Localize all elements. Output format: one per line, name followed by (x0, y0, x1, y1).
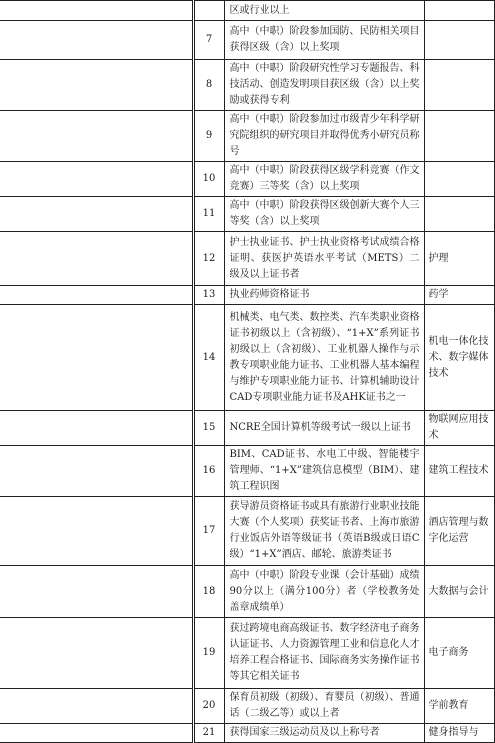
criteria-text: 高中（中职）阶段获得区级创新大赛个人三等奖（含）以上奖项 (224, 197, 424, 232)
major-name: 建筑工程技术 (424, 446, 494, 497)
criteria-text: 区或行业以上 (224, 1, 424, 21)
major-name: 护理 (424, 232, 494, 286)
blank-margin-cell (0, 566, 193, 618)
row-number: 20 (193, 689, 224, 724)
blank-margin-cell (0, 497, 193, 566)
criteria-text: 高中（中职）阶段参加国防、民防相关项目获得区级（含）以上奖项 (224, 21, 424, 60)
blank-margin-cell (0, 60, 193, 111)
table-row (0, 411, 494, 446)
table-row (0, 689, 494, 724)
major-name (424, 162, 494, 197)
row-number: 21 (193, 724, 224, 743)
row-number: 13 (193, 286, 224, 305)
row-number: 16 (193, 446, 224, 497)
row-number: 10 (193, 162, 224, 197)
blank-margin-cell (0, 232, 193, 286)
blank-margin-cell (0, 305, 193, 411)
criteria-text: 获得国家三级运动员及以上称号者 (224, 724, 424, 743)
criteria-text: 高中（中职）阶段参加过市级青少年科学研究院组织的研究项目并取得优秀小研究员称号 (224, 111, 424, 162)
row-number: 17 (193, 497, 224, 566)
table-row (0, 232, 494, 286)
criteria-text: NCRE全国计算机等级考试一级以上证书 (224, 411, 424, 446)
major-name (424, 111, 494, 162)
blank-margin-cell (0, 1, 193, 21)
table-row (0, 618, 494, 689)
criteria-text: BIM、CAD证书、水电工中级、智能楼宇管理师、“1+X”建筑信息模型（BIM）、建筑工程识图 (224, 446, 424, 497)
table-row (0, 111, 494, 162)
row-number: 15 (193, 411, 224, 446)
table-row (0, 497, 494, 566)
major-name: 健身指导与 (424, 724, 494, 743)
major-name: 学前教育 (424, 689, 494, 724)
table-row (0, 446, 494, 497)
major-name: 机电一体化技术、数字媒体技术 (424, 305, 494, 411)
row-number: 11 (193, 197, 224, 232)
criteria-text: 获导游员资格证书或具有旅游行业职业技能大赛（个人奖项）获奖证书者、上海市旅游行业饭店外语等级证书（英语B级或日语C级）“1+X”酒店、邮轮、旅游类证书 (224, 497, 424, 566)
table-row (0, 286, 494, 305)
blank-margin-cell (0, 286, 193, 305)
major-name: 酒店管理与数字化运营 (424, 497, 494, 566)
row-number: 9 (193, 111, 224, 162)
blank-margin-cell (0, 618, 193, 689)
criteria-text: 执业药师资格证书 (224, 286, 424, 305)
major-name: 电子商务 (424, 618, 494, 689)
blank-margin-cell (0, 446, 193, 497)
row-number: 7 (193, 21, 224, 60)
table-row (0, 566, 494, 618)
blank-margin-cell (0, 724, 193, 743)
table-row (0, 60, 494, 111)
blank-margin-cell (0, 21, 193, 60)
table-row (0, 305, 494, 411)
criteria-text: 高中（中职）阶段获得区级学科竞赛（作文竞赛）三等奖（含）以上奖项 (224, 162, 424, 197)
blank-margin-cell (0, 162, 193, 197)
criteria-text: 高中（中职）阶段专业课（会计基础）成绩90分以上（满分100分）者（学校教务处盖章成绩单） (224, 566, 424, 618)
criteria-text: 高中（中职）阶段研究性学习专题报告、科技活动、创造发明项目获区级（含）以上奖励或获得专利 (224, 60, 424, 111)
major-name (424, 60, 494, 111)
major-name (424, 197, 494, 232)
criteria-text: 机械类、电气类、数控类、汽车类职业资格证书初级以上（含初级）、“1+X”系列证书初级以上（含初级）、工业机器人操作与示教专项职业能力证书、工业机器人基本编程与维护专项职业能力证书、计算机辅助设计CAD专项职业能力证书及AHK证书之一 (224, 305, 424, 411)
major-name: 大数据与会计 (424, 566, 494, 618)
table-row (0, 162, 494, 197)
major-name (424, 1, 494, 21)
table-row (0, 1, 494, 21)
major-name: 物联网应用技术 (424, 411, 494, 446)
table-row (0, 21, 494, 60)
table-row (0, 197, 494, 232)
row-number: 19 (193, 618, 224, 689)
blank-margin-cell (0, 689, 193, 724)
major-name (424, 21, 494, 60)
blank-margin-cell (0, 111, 193, 162)
row-number: 12 (193, 232, 224, 286)
criteria-text: 护士执业证书、护士执业资格考试成绩合格证明、获医护英语水平考试（METS）二级及以上证书者 (224, 232, 424, 286)
row-number (193, 1, 224, 21)
table-row (0, 724, 494, 743)
row-number: 18 (193, 566, 224, 618)
blank-margin-cell (0, 197, 193, 232)
criteria-text: 获过跨境电商高级证书、数字经济电子商务认证证书、人力资源管理工业和信息化人才培养工程合格证书、国际商务实务操作证书等其它相关证书 (224, 618, 424, 689)
row-number: 8 (193, 60, 224, 111)
criteria-text: 保育员初级（初级）、育婴员（初级）、普通话（二级乙等）或以上者 (224, 689, 424, 724)
blank-margin-cell (0, 411, 193, 446)
major-name: 药学 (424, 286, 494, 305)
row-number: 14 (193, 305, 224, 411)
